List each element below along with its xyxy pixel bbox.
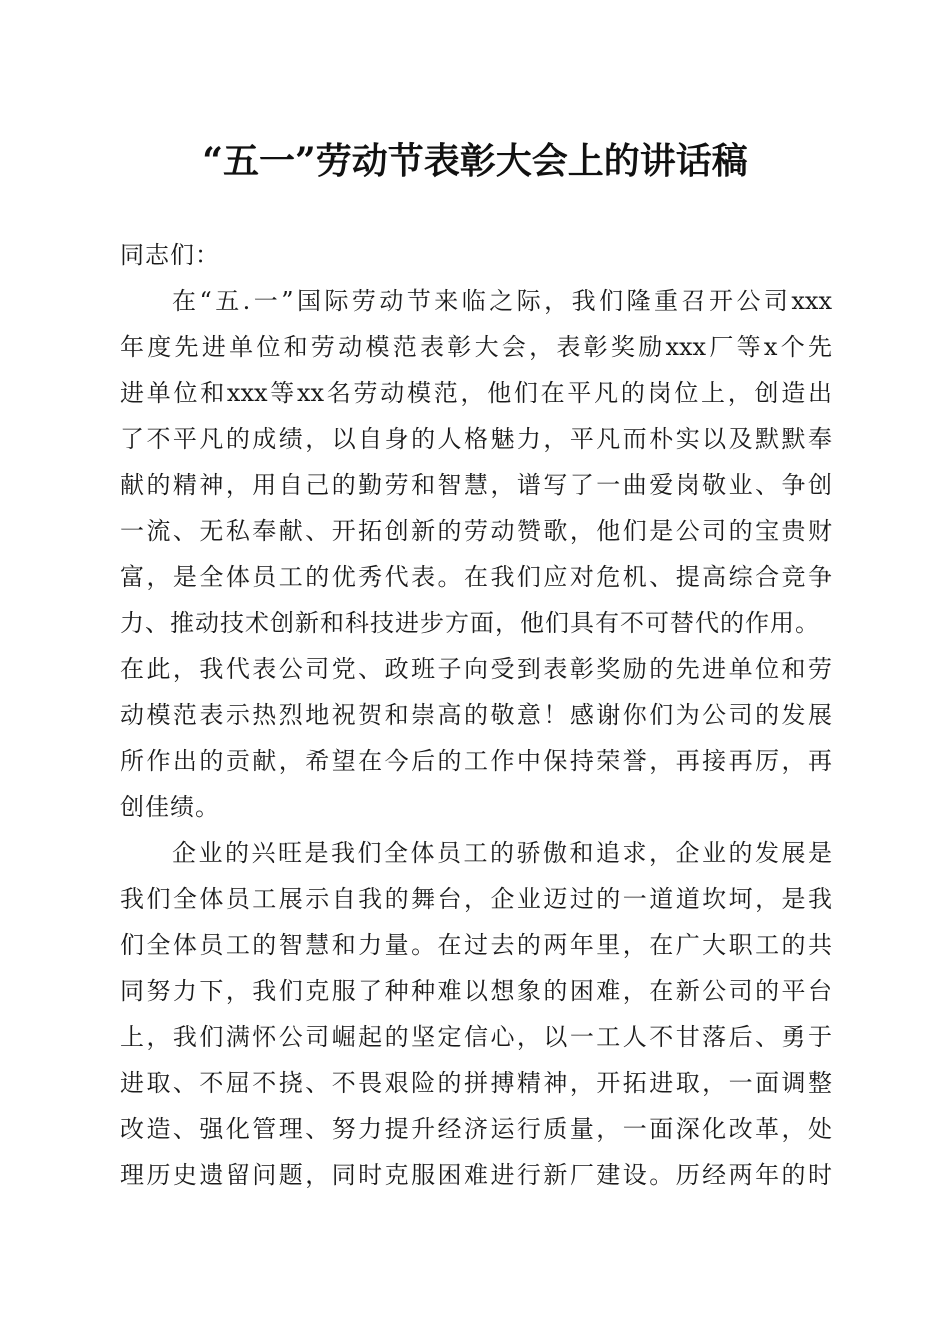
paragraph-2-line: 理历史遗留问题，同时克服困难进行新厂建设。历经两年的时 <box>120 1161 832 1189</box>
salutation: 同志们： <box>120 241 220 269</box>
paragraph-1-line: 了不平凡的成绩，以自身的人格魅力，平凡而朴实以及默默奉 <box>120 425 832 453</box>
paragraph-1-line: 动模范表示热烈地祝贺和崇高的敬意！感谢你们为公司的发展 <box>120 701 832 729</box>
paragraph-1-line: 一流、无私奉献、开拓创新的劳动赞歌，他们是公司的宝贵财 <box>120 517 832 545</box>
paragraph-1-line: 在此，我代表公司党、政班子向受到表彰奖励的先进单位和劳 <box>120 655 832 683</box>
paragraph-1-line: 年度先进单位和劳动模范表彰大会，表彰奖励xxx厂等x个先 <box>120 333 832 361</box>
paragraph-2-line: 同努力下，我们克服了种种难以想象的困难，在新公司的平台 <box>120 977 832 1005</box>
paragraph-2-line: 们全体员工的智慧和力量。在过去的两年里，在广大职工的共 <box>120 931 832 959</box>
paragraph-1-line: 献的精神，用自己的勤劳和智慧，谱写了一曲爱岗敬业、争创 <box>120 471 832 499</box>
paragraph-1-line: 在“五.一”国际劳动节来临之际，我们隆重召开公司xxx <box>172 287 832 315</box>
paragraph-1-line: 所作出的贡献，希望在今后的工作中保持荣誉，再接再厉，再 <box>120 747 832 775</box>
paragraph-2-line: 企业的兴旺是我们全体员工的骄傲和追求，企业的发展是 <box>172 839 832 867</box>
document-body <box>120 232 832 1198</box>
paragraph-2-line: 我们全体员工展示自我的舞台，企业迈过的一道道坎坷，是我 <box>120 885 832 913</box>
paragraph-2-line: 改造、强化管理、努力提升经济运行质量，一面深化改革，处 <box>120 1115 832 1143</box>
paragraph-2-line: 上，我们满怀公司崛起的坚定信心，以一工人不甘落后、勇于 <box>120 1023 832 1051</box>
document-title: “五一”劳动节表彰大会上的讲话稿 <box>202 140 748 182</box>
paragraph-1-line: 进单位和xxx等xx名劳动模范，他们在平凡的岗位上，创造出 <box>120 379 832 407</box>
paragraph-2-line: 进取、不屈不挠、不畏艰险的拼搏精神，开拓进取，一面调整 <box>120 1069 832 1097</box>
paragraph-1-line: 力、推动技术创新和科技进步方面，他们具有不可替代的作用。 <box>120 609 820 637</box>
paragraph-1-line: 创佳绩。 <box>120 793 220 821</box>
paragraph-1-line: 富，是全体员工的优秀代表。在我们应对危机、提高综合竞争 <box>120 563 832 591</box>
